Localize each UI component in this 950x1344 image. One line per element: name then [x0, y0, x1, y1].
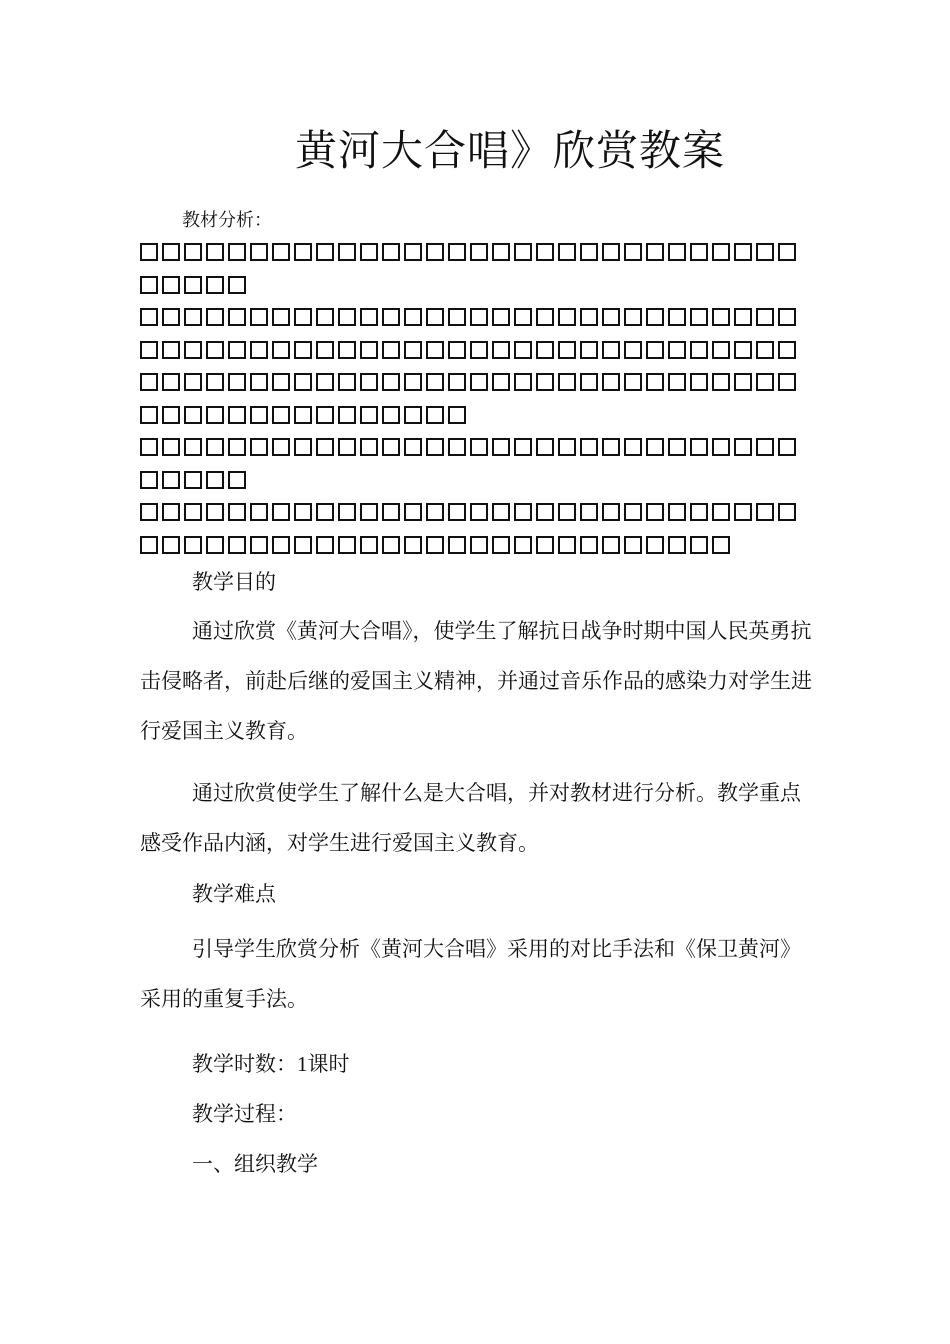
- missing-glyph-box: [756, 438, 774, 456]
- missing-glyph-box: [184, 276, 202, 294]
- missing-glyph-box: [250, 341, 268, 359]
- missing-glyph-box: [712, 308, 730, 326]
- missing-glyph-box: [360, 373, 378, 391]
- page-title: 黄河大合唱》欣赏教案: [294, 126, 725, 175]
- missing-glyph-box: [360, 308, 378, 326]
- missing-glyph-box: [272, 308, 290, 326]
- missing-glyph-box: [184, 438, 202, 456]
- missing-glyph-box: [624, 536, 642, 554]
- missing-glyph-box: [646, 536, 664, 554]
- missing-glyph-box: [228, 438, 246, 456]
- missing-glyph-box: [778, 373, 796, 391]
- missing-glyph-box: [470, 438, 488, 456]
- missing-glyph-box: [360, 406, 378, 424]
- missing-glyph-box: [316, 243, 334, 261]
- missing-glyph-box: [712, 536, 730, 554]
- missing-glyph-box: [514, 243, 532, 261]
- missing-glyph-box: [140, 536, 158, 554]
- missing-glyph-box: [404, 308, 422, 326]
- missing-glyph-box: [272, 243, 290, 261]
- missing-glyph-box: [690, 373, 708, 391]
- missing-glyph-box: [206, 373, 224, 391]
- missing-glyph-box: [668, 243, 686, 261]
- missing-glyph-box: [624, 308, 642, 326]
- missing-glyph-box: [206, 536, 224, 554]
- missing-glyph-box: [624, 243, 642, 261]
- missing-glyph-box: [294, 406, 312, 424]
- missing-glyph-box: [536, 503, 554, 521]
- missing-glyph-box: [316, 373, 334, 391]
- missing-glyph-box: [140, 308, 158, 326]
- missing-glyph-box: [228, 471, 246, 489]
- missing-glyph-box: [184, 406, 202, 424]
- missing-glyph-box: [338, 536, 356, 554]
- missing-glyph-box: [426, 243, 444, 261]
- missing-glyph-box: [382, 341, 400, 359]
- missing-glyph-box: [668, 438, 686, 456]
- missing-glyph-box: [206, 341, 224, 359]
- missing-glyph-box: [712, 438, 730, 456]
- missing-glyph-box: [514, 438, 532, 456]
- missing-glyph-box: [250, 308, 268, 326]
- missing-glyph-box: [228, 243, 246, 261]
- missing-glyph-box: [162, 503, 180, 521]
- missing-glyph-row: [140, 529, 805, 562]
- missing-glyph-box: [140, 503, 158, 521]
- missing-glyph-box: [778, 438, 796, 456]
- missing-glyph-box: [184, 308, 202, 326]
- goal-paragraph-2: 通过欣赏使学生了解什么是大合唱，并对教材进行分析。教学重点感受作品内涵，对学生进行爱国主义教育。: [140, 781, 801, 855]
- missing-glyph-box: [668, 341, 686, 359]
- missing-glyph-box: [360, 243, 378, 261]
- missing-glyph-box: [140, 471, 158, 489]
- missing-glyph-box: [272, 406, 290, 424]
- missing-glyph-box: [206, 243, 224, 261]
- missing-glyph-box: [426, 341, 444, 359]
- missing-glyph-box: [536, 341, 554, 359]
- missing-glyph-box: [426, 406, 444, 424]
- missing-glyph-box: [228, 373, 246, 391]
- missing-glyph-box: [448, 308, 466, 326]
- missing-glyph-box: [734, 373, 752, 391]
- missing-glyph-box: [602, 438, 620, 456]
- missing-glyph-row: [140, 334, 805, 367]
- missing-glyph-box: [580, 373, 598, 391]
- missing-glyph-row: [140, 464, 805, 497]
- missing-glyph-box: [602, 341, 620, 359]
- missing-glyph-box: [756, 503, 774, 521]
- missing-glyph-box: [668, 503, 686, 521]
- missing-glyph-box: [184, 536, 202, 554]
- missing-glyph-box: [734, 308, 752, 326]
- missing-glyph-box: [448, 503, 466, 521]
- missing-glyph-box: [140, 373, 158, 391]
- missing-glyph-box: [294, 341, 312, 359]
- missing-glyph-row: [140, 366, 805, 399]
- missing-glyph-box: [646, 243, 664, 261]
- missing-glyph-box: [250, 406, 268, 424]
- missing-glyph-box: [690, 536, 708, 554]
- missing-glyph-box: [206, 276, 224, 294]
- missing-glyph-row: [140, 399, 805, 432]
- missing-glyph-box: [734, 438, 752, 456]
- missing-glyph-box: [140, 276, 158, 294]
- missing-glyph-box: [602, 373, 620, 391]
- missing-glyph-box: [250, 373, 268, 391]
- missing-glyph-box: [184, 471, 202, 489]
- missing-glyph-box: [382, 308, 400, 326]
- missing-glyph-box: [646, 438, 664, 456]
- missing-glyph-box: [338, 373, 356, 391]
- step1-heading: 一、组织教学: [192, 1152, 318, 1176]
- missing-glyph-row: [140, 301, 805, 334]
- missing-glyph-box: [250, 536, 268, 554]
- missing-glyph-box: [558, 341, 576, 359]
- missing-glyph-box: [228, 308, 246, 326]
- missing-glyph-box: [756, 341, 774, 359]
- missing-glyph-box: [294, 503, 312, 521]
- missing-glyph-box: [712, 373, 730, 391]
- missing-glyph-box: [602, 536, 620, 554]
- missing-glyph-box: [734, 243, 752, 261]
- missing-glyph-box: [580, 438, 598, 456]
- missing-glyph-box: [778, 243, 796, 261]
- missing-glyph-box: [338, 406, 356, 424]
- missing-glyph-box: [492, 536, 510, 554]
- missing-glyph-row: [140, 496, 805, 529]
- missing-glyph-box: [646, 341, 664, 359]
- missing-glyph-box: [602, 308, 620, 326]
- missing-glyph-box: [162, 471, 180, 489]
- missing-glyph-box: [558, 308, 576, 326]
- missing-glyph-box: [756, 373, 774, 391]
- missing-glyph-box: [404, 438, 422, 456]
- missing-glyph-box: [756, 243, 774, 261]
- missing-glyph-box: [404, 373, 422, 391]
- missing-glyph-box: [756, 308, 774, 326]
- missing-glyph-box: [250, 438, 268, 456]
- missing-glyph-box: [316, 406, 334, 424]
- missing-glyph-box: [470, 536, 488, 554]
- missing-glyph-box: [250, 503, 268, 521]
- missing-glyph-box: [734, 503, 752, 521]
- missing-glyph-box: [734, 341, 752, 359]
- teaching-hours: [192, 1048, 350, 1078]
- missing-glyph-box: [646, 503, 664, 521]
- teaching-hours-label: 教学时数：: [192, 1052, 297, 1076]
- missing-glyph-box: [338, 341, 356, 359]
- missing-glyph-box: [514, 373, 532, 391]
- missing-glyph-box: [712, 243, 730, 261]
- missing-glyph-box: [426, 373, 444, 391]
- missing-glyph-box: [470, 243, 488, 261]
- missing-glyph-box: [624, 341, 642, 359]
- difficulty-paragraph: 引导学生欣赏分析《黄河大合唱》采用的对比手法和《保卫黄河》采用的重复手法。: [140, 937, 801, 1011]
- missing-glyph-box: [426, 503, 444, 521]
- missing-glyph-box: [382, 503, 400, 521]
- missing-glyph-box: [448, 438, 466, 456]
- missing-glyph-box: [558, 536, 576, 554]
- missing-glyph-box: [140, 406, 158, 424]
- missing-glyph-box: [690, 503, 708, 521]
- goal-paragraph-1: 通过欣赏《黄河大合唱》，使学生了解抗日战争时期中国人民英勇抗击侵略者，前赴后继的爱国主义精神，并通过音乐作品的感染力对学生进行爱国主义教育。: [140, 619, 812, 743]
- missing-glyph-box: [448, 406, 466, 424]
- missing-glyph-box: [404, 503, 422, 521]
- missing-glyph-box: [624, 503, 642, 521]
- missing-glyph-box: [294, 438, 312, 456]
- missing-glyph-box: [580, 503, 598, 521]
- missing-glyph-box: [272, 536, 290, 554]
- missing-glyph-box: [162, 373, 180, 391]
- missing-glyph-box: [404, 406, 422, 424]
- missing-glyph-box: [272, 373, 290, 391]
- missing-glyph-box: [778, 503, 796, 521]
- missing-glyph-box: [228, 503, 246, 521]
- missing-glyph-box: [162, 341, 180, 359]
- missing-glyph-box: [316, 503, 334, 521]
- missing-glyph-box: [272, 341, 290, 359]
- missing-glyph-box: [382, 373, 400, 391]
- missing-glyph-box: [558, 373, 576, 391]
- missing-glyph-box: [778, 341, 796, 359]
- process-heading: 教学过程：: [192, 1102, 297, 1126]
- missing-glyph-box: [668, 373, 686, 391]
- missing-glyph-box: [492, 243, 510, 261]
- missing-glyph-box: [536, 536, 554, 554]
- missing-glyph-box: [184, 503, 202, 521]
- missing-glyph-box: [558, 243, 576, 261]
- missing-glyph-box: [360, 438, 378, 456]
- missing-glyph-box: [404, 536, 422, 554]
- missing-glyph-box: [602, 243, 620, 261]
- missing-glyph-box: [690, 243, 708, 261]
- missing-glyph-box: [140, 438, 158, 456]
- teaching-hours-value: 1: [297, 1052, 308, 1076]
- missing-glyph-box: [382, 438, 400, 456]
- missing-glyph-box: [712, 503, 730, 521]
- missing-glyph-box: [580, 308, 598, 326]
- missing-glyph-box: [492, 503, 510, 521]
- missing-glyph-box: [580, 341, 598, 359]
- missing-glyph-box: [426, 536, 444, 554]
- missing-glyph-box: [162, 536, 180, 554]
- missing-glyph-box: [206, 406, 224, 424]
- missing-glyph-box: [162, 243, 180, 261]
- missing-glyph-box: [602, 503, 620, 521]
- missing-glyph-box: [382, 536, 400, 554]
- missing-glyph-box: [404, 243, 422, 261]
- missing-glyph-box: [558, 503, 576, 521]
- missing-glyph-box: [536, 243, 554, 261]
- missing-glyph-box: [690, 341, 708, 359]
- missing-glyph-box: [536, 438, 554, 456]
- missing-glyph-box: [338, 438, 356, 456]
- missing-glyph-box: [294, 536, 312, 554]
- missing-glyph-box: [448, 243, 466, 261]
- missing-glyph-box: [250, 243, 268, 261]
- missing-glyph-box: [316, 341, 334, 359]
- missing-glyph-box: [646, 373, 664, 391]
- missing-glyph-box: [690, 308, 708, 326]
- missing-glyph-box: [228, 406, 246, 424]
- missing-glyph-box: [514, 503, 532, 521]
- teaching-hours-unit: 课时: [307, 1052, 350, 1076]
- goal-heading: 教学目的: [192, 570, 276, 594]
- missing-glyph-box: [470, 503, 488, 521]
- material-analysis-label: 教材分析：: [182, 210, 272, 231]
- missing-glyph-box: [382, 243, 400, 261]
- missing-glyph-box: [140, 341, 158, 359]
- missing-glyph-box: [448, 373, 466, 391]
- missing-glyph-box: [404, 341, 422, 359]
- missing-glyph-box: [580, 243, 598, 261]
- missing-glyph-box: [580, 536, 598, 554]
- missing-glyph-block: [140, 236, 805, 561]
- missing-glyph-row: [140, 236, 805, 269]
- missing-glyph-box: [448, 536, 466, 554]
- missing-glyph-box: [162, 438, 180, 456]
- missing-glyph-box: [624, 373, 642, 391]
- missing-glyph-box: [558, 438, 576, 456]
- missing-glyph-box: [162, 406, 180, 424]
- missing-glyph-box: [712, 341, 730, 359]
- missing-glyph-box: [294, 308, 312, 326]
- missing-glyph-box: [316, 438, 334, 456]
- missing-glyph-box: [338, 243, 356, 261]
- missing-glyph-box: [448, 341, 466, 359]
- missing-glyph-box: [690, 438, 708, 456]
- missing-glyph-box: [206, 438, 224, 456]
- missing-glyph-box: [228, 341, 246, 359]
- missing-glyph-box: [184, 373, 202, 391]
- missing-glyph-box: [228, 276, 246, 294]
- missing-glyph-row: [140, 269, 805, 302]
- missing-glyph-box: [360, 536, 378, 554]
- missing-glyph-box: [294, 373, 312, 391]
- missing-glyph-box: [140, 243, 158, 261]
- missing-glyph-box: [272, 438, 290, 456]
- missing-glyph-box: [470, 308, 488, 326]
- missing-glyph-box: [360, 341, 378, 359]
- missing-glyph-box: [668, 536, 686, 554]
- missing-glyph-box: [624, 438, 642, 456]
- difficulty-heading: 教学难点: [192, 882, 276, 906]
- missing-glyph-box: [184, 341, 202, 359]
- missing-glyph-box: [492, 308, 510, 326]
- missing-glyph-box: [536, 308, 554, 326]
- missing-glyph-box: [206, 471, 224, 489]
- missing-glyph-box: [184, 243, 202, 261]
- missing-glyph-box: [206, 308, 224, 326]
- missing-glyph-box: [426, 438, 444, 456]
- missing-glyph-box: [382, 406, 400, 424]
- missing-glyph-box: [338, 503, 356, 521]
- missing-glyph-box: [272, 503, 290, 521]
- missing-glyph-box: [646, 308, 664, 326]
- missing-glyph-box: [206, 503, 224, 521]
- missing-glyph-box: [492, 373, 510, 391]
- missing-glyph-box: [470, 341, 488, 359]
- missing-glyph-box: [294, 243, 312, 261]
- missing-glyph-box: [492, 438, 510, 456]
- missing-glyph-box: [668, 308, 686, 326]
- missing-glyph-box: [426, 308, 444, 326]
- missing-glyph-box: [360, 503, 378, 521]
- missing-glyph-box: [470, 373, 488, 391]
- missing-glyph-box: [338, 308, 356, 326]
- missing-glyph-box: [536, 373, 554, 391]
- missing-glyph-box: [514, 536, 532, 554]
- missing-glyph-box: [162, 308, 180, 326]
- missing-glyph-box: [228, 536, 246, 554]
- missing-glyph-box: [162, 276, 180, 294]
- missing-glyph-box: [514, 341, 532, 359]
- missing-glyph-row: [140, 431, 805, 464]
- missing-glyph-box: [778, 308, 796, 326]
- missing-glyph-box: [316, 536, 334, 554]
- missing-glyph-box: [514, 308, 532, 326]
- missing-glyph-box: [316, 308, 334, 326]
- missing-glyph-box: [492, 341, 510, 359]
